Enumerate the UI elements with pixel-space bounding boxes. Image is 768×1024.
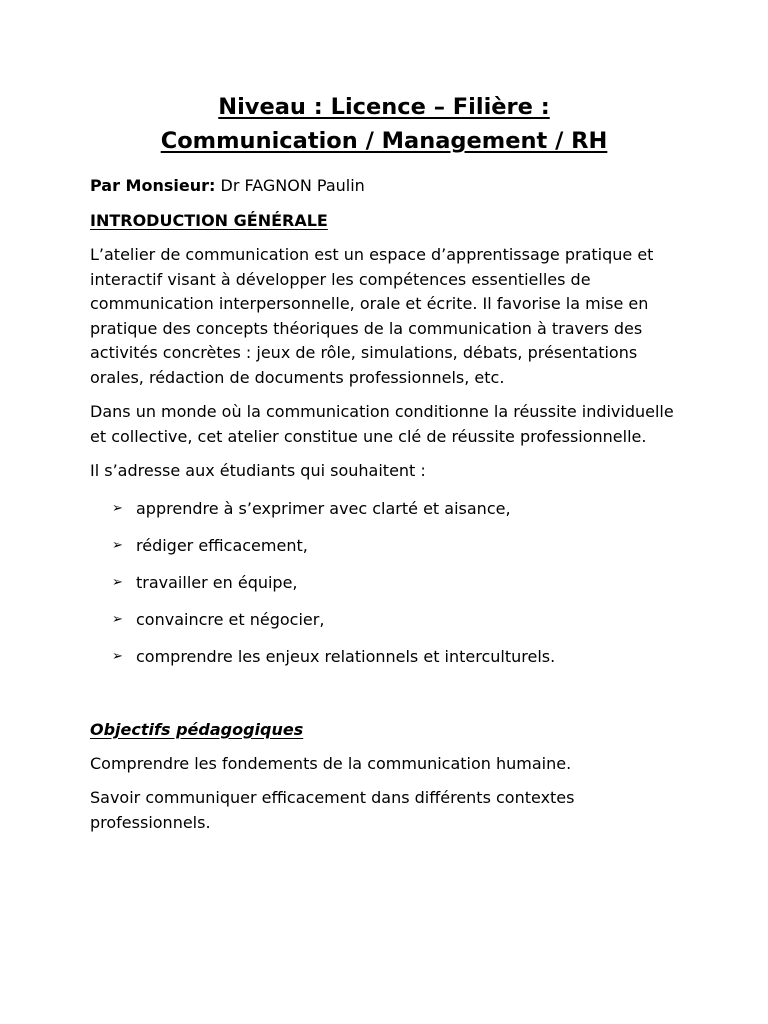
author-name: Dr FAGNON Paulin: [215, 176, 365, 195]
list-item-text: comprendre les enjeux relationnels et interculturels.: [136, 646, 556, 666]
intro-paragraph-2: Dans un monde où la communication conditionne la réussite individuelle et collective, cet atelier constitue une clé de réussite professionnelle.: [90, 402, 674, 446]
list-item-text: travailler en équipe,: [136, 572, 298, 592]
list-item-text: apprendre à s’exprimer avec clarté et aisance,: [136, 498, 511, 518]
objectifs-heading: Objectifs pédagogiques: [90, 719, 304, 739]
objectifs-paragraph-2: Savoir communiquer efficacement dans différents contextes professionnels.: [90, 788, 575, 832]
list-item: [112, 571, 678, 595]
intro-paragraph-3: Il s’adresse aux étudiants qui souhaitent :: [90, 461, 426, 480]
title-line-1: Niveau : Licence – Filière :: [218, 94, 550, 120]
author-line: [90, 174, 678, 198]
title-line-2: Communication / Management / RH: [160, 128, 608, 154]
list-item-text: rédiger efficacement,: [136, 535, 308, 555]
list-item-text: convaincre et négocier,: [136, 609, 325, 629]
arrow-bullet-icon: ➢: [112, 574, 123, 590]
author-label: Par Monsieur:: [90, 176, 216, 195]
arrow-bullet-icon: ➢: [112, 537, 123, 553]
arrow-bullet-icon: ➢: [112, 648, 123, 664]
list-item: [112, 497, 678, 521]
list-item: [112, 608, 678, 632]
objectifs-paragraph-1: Comprendre les fondements de la communication humaine.: [90, 753, 572, 773]
page-title: [90, 90, 678, 158]
intro-bullet-list: [90, 497, 678, 669]
intro-paragraph-1: L’atelier de communication est un espace d’apprentissage pratique et interactif visant à développer les compétences essentielles de communication interpersonnelle, orale et écrite. Il favorise la mise en pratique des concepts théoriques de la communication à travers des activités concrètes : jeux de rôle, simulations, débats, présentations orales, rédaction de documents professionnels, etc.: [90, 245, 654, 387]
intro-heading: INTRODUCTION GÉNÉRALE: [90, 211, 328, 230]
list-item: [112, 645, 678, 669]
arrow-bullet-icon: ➢: [112, 500, 123, 516]
arrow-bullet-icon: ➢: [112, 611, 123, 627]
list-item: [112, 534, 678, 558]
